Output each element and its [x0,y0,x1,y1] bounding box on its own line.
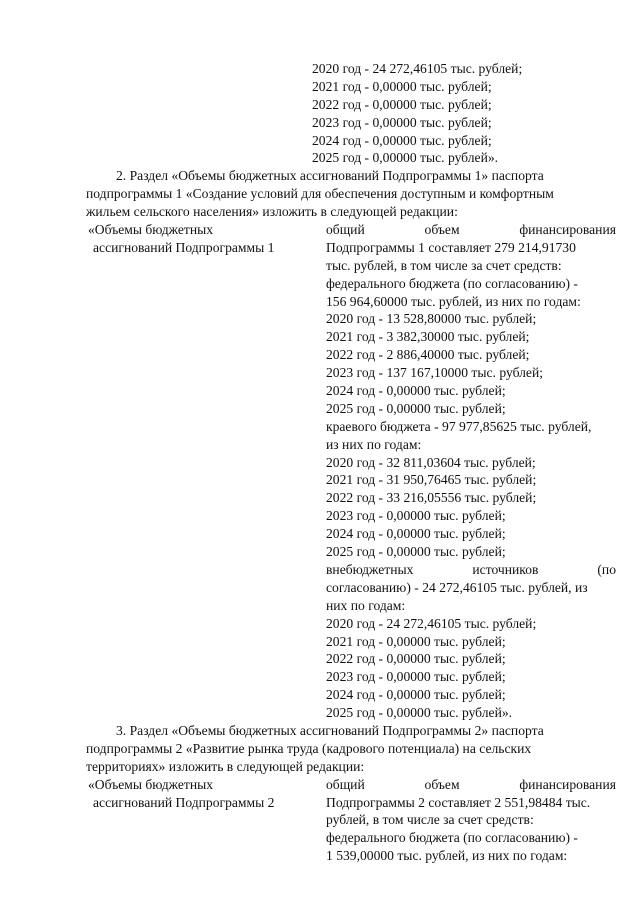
value-line: них по годам: [326,597,406,613]
list-item: 2021 год - 0,00000 тыс. рублей; [326,633,506,649]
paragraph-line: 3. Раздел «Объемы бюджетных ассигнований Подпрограммы 2» паспорта [116,722,544,738]
value-line: согласованию) - 24 272,46105 тыс. рублей, из [326,579,588,595]
label-line: «Объемы бюджетных [88,776,214,792]
list-item: 2020 год - 24 272,46105 тыс. рублей; [312,61,523,76]
word: общий [326,222,365,238]
list-item: 2024 год - 0,00000 тыс. рублей; [312,132,492,148]
word: объем [424,222,460,238]
paragraph-line: подпрограммы 2 «Развитие рынка труда (кадрового потенциала) на сельских [86,740,532,756]
list-item: 2020 год - 32 811,03604 тыс. рублей; [326,454,536,470]
list-item: 2022 год - 33 216,05556 тыс. рублей; [326,490,537,506]
table-1-value [326,221,616,722]
list-item: 2020 год - 24 272,46105 тыс. рублей; [326,615,537,631]
value-line [326,776,616,794]
list-item: 2020 год - 13 528,80000 тыс. рублей; [326,311,537,327]
list-item: 2023 год - 0,00000 тыс. рублей; [326,669,506,685]
table-1 [0,221,640,722]
value-line: Подпрограммы 1 составляет 279 214,91730 [326,239,576,255]
list-item: 2025 год - 0,00000 тыс. рублей». [326,705,513,721]
table-2-label [88,776,326,865]
paragraph-2 [0,167,640,221]
list-item: 2021 год - 31 950,76465 тыс. рублей; [326,472,537,488]
table-2-value [326,776,616,865]
table-1-label [88,221,326,722]
list-item: 2025 год - 0,00000 тыс. рублей; [326,400,506,416]
list-item: 2025 год - 0,00000 тыс. рублей; [326,544,506,560]
paragraph-line: жильем сельского населения» изложить в следующей редакции: [86,204,458,220]
document-page [0,60,640,865]
value-line [326,561,616,579]
word: источников [472,561,539,577]
value-line: из них по годам: [326,436,422,452]
word: финансирования [519,222,616,238]
list-item: 2023 год - 0,00000 тыс. рублей; [312,114,492,130]
list-item: 2025 год - 0,00000 тыс. рублей». [312,150,499,166]
value-line: Подпрограммы 2 составляет 2 551,98484 тыс. [326,794,591,810]
word: внебюджетных [326,561,414,577]
value-line: рублей, в том числе за счет средств: [326,812,534,828]
paragraph-3 [0,722,640,776]
list-item: 2024 год - 0,00000 тыс. рублей; [326,526,506,542]
list-item: 2022 год - 2 886,40000 тыс. рублей; [326,347,530,363]
value-line: федерального бюджета (по согласованию) - [326,830,578,846]
word: объем [424,776,460,792]
value-line [326,221,616,239]
word: (по [597,561,616,577]
top-year-list [312,60,616,167]
list-item: 2021 год - 0,00000 тыс. рублей; [312,78,492,94]
value-line: краевого бюджета - 97 977,85625 тыс. рублей, [326,418,592,434]
list-item: 2022 год - 0,00000 тыс. рублей; [326,651,506,667]
label-line: ассигнований Подпрограммы 2 [93,794,275,810]
paragraph-line: 2. Раздел «Объемы бюджетных ассигнований Подпрограммы 1» паспорта [116,168,544,184]
list-item: 2023 год - 137 167,10000 тыс. рублей; [326,365,544,381]
list-item: 2023 год - 0,00000 тыс. рублей; [326,508,506,524]
table-2 [0,776,640,865]
value-line: 156 964,60000 тыс. рублей, из них по годам: [326,293,581,309]
paragraph-line: территориях» изложить в следующей редакции: [86,758,365,774]
paragraph-line: подпрограммы 1 «Создание условий для обеспечения доступным и комфортным [86,186,554,202]
list-item: 2024 год - 0,00000 тыс. рублей; [326,383,506,399]
list-item: 2021 год - 3 382,30000 тыс. рублей; [326,329,530,345]
label-line: ассигнований Подпрограммы 1 [93,239,275,255]
list-item: 2024 год - 0,00000 тыс. рублей; [326,687,506,703]
value-line: тыс. рублей, в том числе за счет средств: [326,257,562,273]
word: общий [326,776,365,792]
value-line: 1 539,00000 тыс. рублей, из них по годам: [326,848,568,864]
word: финансирования [519,776,616,792]
list-item: 2022 год - 0,00000 тыс. рублей; [312,96,492,112]
label-line: «Объемы бюджетных [88,222,214,238]
value-line: федерального бюджета (по согласованию) - [326,275,578,291]
